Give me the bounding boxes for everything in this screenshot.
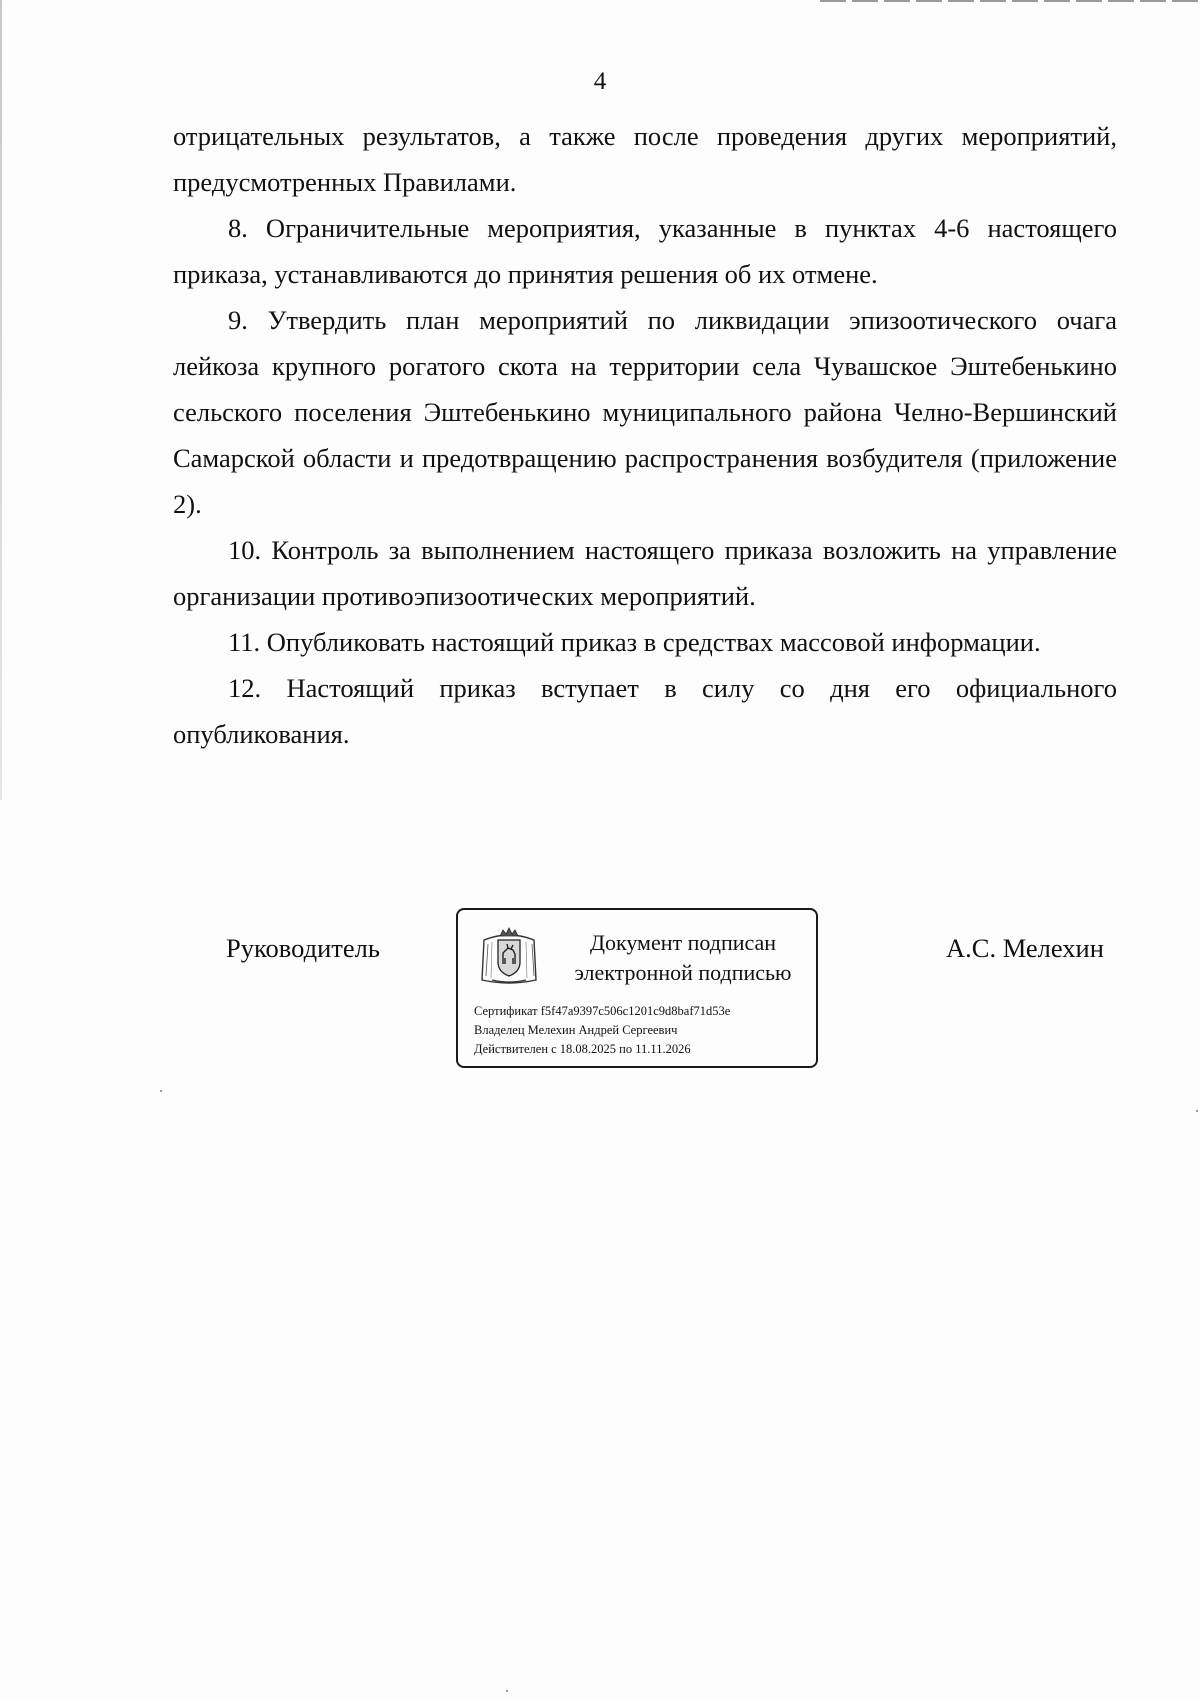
paragraph-item-9: 9. Утвердить план мероприятий по ликвидации эпизоотического очага лейкоза крупного рогатого скота на территории села Чувашское Эштебенькино сельского поселения Эштебенькино муниципального района Челно-Вершинский Самарской области и предотвращению распространения возбудителя (приложение 2). <box>173 305 1117 519</box>
paragraph-item-8: 8. Ограничительные мероприятия, указанные в пунктах 4-6 настоящего приказа, устанавливаются до принятия решения об их отмене. <box>173 213 1117 289</box>
stamp-title <box>558 928 808 988</box>
scan-edge-left <box>0 0 2 800</box>
certificate-owner: Владелец Мелехин Андрей Сергеевич <box>474 1023 678 1037</box>
stamp-title-line-2: электронной подписью <box>574 960 792 985</box>
certificate-validity: Действителен с 18.08.2025 по 11.11.2026 <box>474 1042 691 1056</box>
electronic-signature-stamp <box>456 908 818 1068</box>
stamp-details <box>474 1002 730 1059</box>
signatory-role: Руководитель <box>226 933 380 963</box>
certificate-number: Сертификат f5f47a9397c506c1201c9d8baf71d53e <box>474 1004 731 1018</box>
signatory-name: А.С. Мелехин <box>946 933 1104 963</box>
scan-speck <box>1196 1110 1198 1112</box>
document-body <box>173 113 1117 757</box>
paragraph-item-11: 11. Опубликовать настоящий приказ в средствах массовой информации. <box>228 627 1041 657</box>
page-number: 4 <box>593 68 607 95</box>
paragraph-item-12: 12. Настоящий приказ вступает в силу со дня его официального опубликования. <box>173 673 1117 749</box>
paragraph-continuation: отрицательных результатов, а также после проведения других мероприятий, предусмотренных Правилами. <box>173 121 1117 197</box>
scan-speck <box>506 1690 508 1692</box>
scan-edge-top <box>820 0 1200 2</box>
scan-speck <box>160 1090 162 1092</box>
coat-of-arms-icon <box>478 926 540 988</box>
paragraph-item-10: 10. Контроль за выполнением настоящего приказа возложить на управление организации противоэпизоотических мероприятий. <box>173 535 1117 611</box>
stamp-title-line-1: Документ подписан <box>589 930 777 955</box>
